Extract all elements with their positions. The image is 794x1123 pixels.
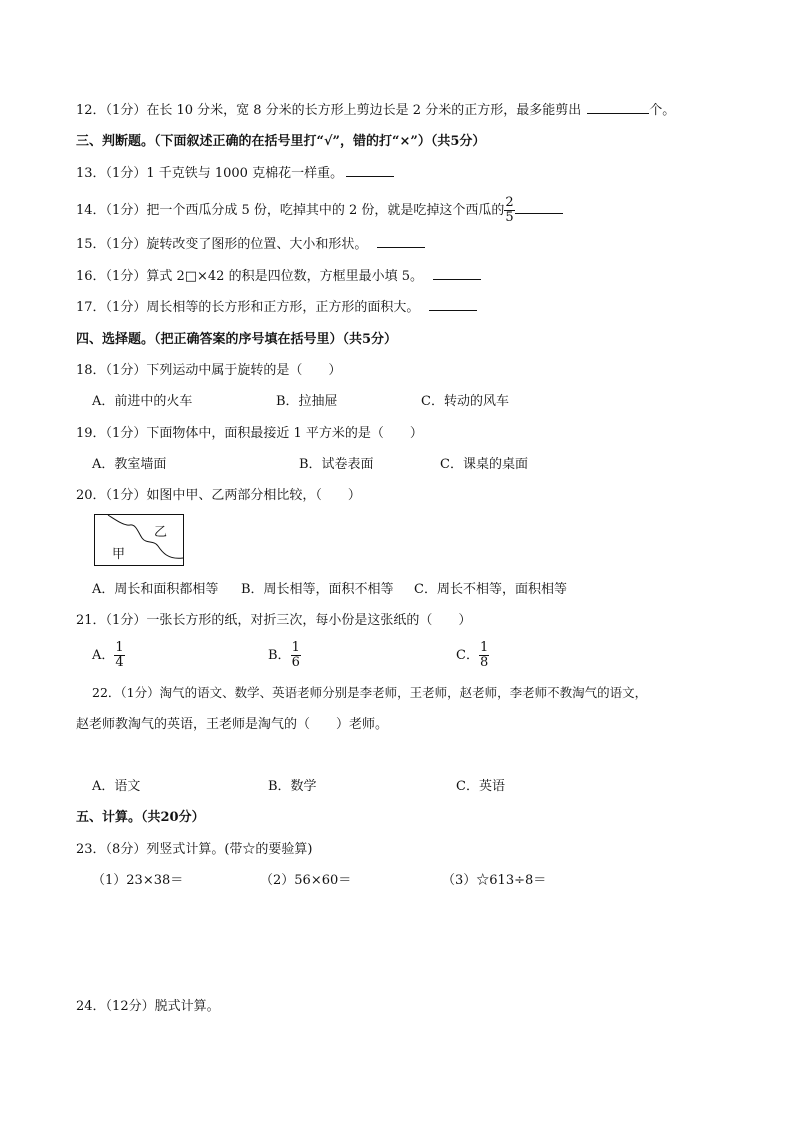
question-number: 21． xyxy=(76,613,106,628)
fraction-numerator: 1 xyxy=(479,640,489,655)
question-score: （12分） xyxy=(105,999,155,1014)
question-score: （1分） xyxy=(105,203,147,218)
question-number: 20． xyxy=(76,488,106,503)
option-a[interactable]: A．周长和面积都相等 xyxy=(92,582,219,597)
question-text: 脱式计算。 xyxy=(154,999,220,1014)
question-text: 下列运动中属于旋转的是（ ） xyxy=(146,363,342,378)
question-score: （1分） xyxy=(105,363,147,378)
option-a[interactable] xyxy=(92,639,125,673)
fraction xyxy=(504,196,514,225)
problem-1: （1）23×38＝ xyxy=(92,873,184,888)
question-text: 旋转改变了图形的位置、大小和形状。 xyxy=(146,237,368,252)
question-23 xyxy=(76,841,312,859)
question-24 xyxy=(76,998,220,1016)
option-label: B． xyxy=(268,648,291,663)
answer-blank[interactable] xyxy=(429,310,477,311)
question-text: 一张长方形的纸，对折三次，每小份是这张纸的（ ） xyxy=(146,613,472,628)
option-c[interactable] xyxy=(456,639,489,673)
answer-blank[interactable] xyxy=(377,247,425,248)
jia-yi-figure xyxy=(94,514,184,566)
option-b[interactable]: B．拉抽屉 xyxy=(276,394,338,409)
question-number: 22． xyxy=(92,685,121,700)
question-number: 23． xyxy=(76,842,106,857)
fraction xyxy=(291,641,301,670)
question-number: 18． xyxy=(76,363,106,378)
option-c[interactable]: C．英语 xyxy=(456,779,505,794)
question-text: 周长相等的长方形和正方形，正方形的面积大。 xyxy=(146,300,420,315)
figure-label-yi: 乙 xyxy=(154,525,168,540)
figure-rectangle xyxy=(95,515,184,566)
fraction-numerator: 2 xyxy=(505,195,514,210)
question-text: 下面物体中，面积最接近 1 平方米的是（ ） xyxy=(146,426,423,441)
question-text-line-1: 淘气的语文、数学、英语老师分别是李老师，王老师，赵老师，李老师不教淘气的语文， xyxy=(159,685,648,700)
option-b[interactable]: B．试卷表面 xyxy=(299,457,374,472)
question-number: 15． xyxy=(76,237,106,252)
question-number: 24． xyxy=(76,999,106,1014)
answer-blank[interactable] xyxy=(515,213,563,214)
fraction xyxy=(479,641,489,670)
fraction-numerator: 1 xyxy=(115,640,124,655)
question-score: （1分） xyxy=(105,488,147,503)
option-a[interactable]: A．教室墙面 xyxy=(92,457,167,472)
question-22-line-2: 赵老师教淘气的英语，王老师是淘气的（ ）老师。 xyxy=(76,717,389,732)
question-score: （1分） xyxy=(105,426,147,441)
question-12 xyxy=(76,102,675,120)
question-score: （1分） xyxy=(105,613,147,628)
answer-blank[interactable] xyxy=(433,279,481,280)
option-c[interactable]: C．课桌的桌面 xyxy=(440,457,528,472)
fraction-numerator: 1 xyxy=(291,640,300,655)
question-number: 16． xyxy=(76,269,106,284)
question-number: 17． xyxy=(76,300,106,315)
option-c[interactable]: C．转动的风车 xyxy=(421,394,509,409)
problem-2: （2）56×60＝ xyxy=(260,873,352,888)
question-score: （1分） xyxy=(105,166,147,181)
option-label: A． xyxy=(92,648,115,663)
question-score: （1分） xyxy=(105,237,147,252)
question-text: 把一个西瓜分成 5 份，吃掉其中的 2 份，就是吃掉这个西瓜的 xyxy=(146,203,505,218)
question-text: 1 千克铁与 1000 克棉花一样重。 xyxy=(146,166,344,181)
question-text: 在长 10 分米，宽 8 分米的长方形上剪边长是 2 分米的正方形，最多能剪出 xyxy=(146,103,582,118)
question-16 xyxy=(76,268,481,286)
question-20 xyxy=(76,487,361,505)
question-15 xyxy=(76,236,425,254)
question-score: （1分） xyxy=(105,269,147,284)
option-b[interactable]: B．数学 xyxy=(268,779,317,794)
question-22 xyxy=(92,684,647,702)
question-text: 列竖式计算。(带☆的要验算) xyxy=(146,842,313,857)
option-b[interactable]: B．周长相等，面积不相等 xyxy=(241,582,394,597)
question-number: 12． xyxy=(76,103,106,118)
question-21 xyxy=(76,612,471,630)
option-a[interactable]: A．前进中的火车 xyxy=(92,394,193,409)
question-score: （1分） xyxy=(105,103,147,118)
question-17 xyxy=(76,299,477,317)
fraction-denominator: 6 xyxy=(291,655,300,670)
question-19 xyxy=(76,425,423,443)
option-c[interactable]: C．周长不相等，面积相等 xyxy=(414,582,567,597)
answer-blank[interactable] xyxy=(346,176,394,177)
question-text: 算式 2□×42 的积是四位数，方框里最小填 5。 xyxy=(146,269,423,284)
question-number: 14． xyxy=(76,203,106,218)
question-14 xyxy=(76,196,563,226)
question-number: 19． xyxy=(76,426,106,441)
figure-label-jia: 甲 xyxy=(112,547,126,562)
question-score: （8分） xyxy=(105,842,147,857)
fraction-denominator: 4 xyxy=(115,655,124,670)
question-number: 13． xyxy=(76,166,106,181)
question-13 xyxy=(76,165,394,183)
option-b[interactable] xyxy=(268,639,301,673)
question-18 xyxy=(76,362,341,380)
option-label: C． xyxy=(456,648,479,663)
question-score: （1分） xyxy=(120,685,160,700)
question-score: （1分） xyxy=(105,300,147,315)
problem-3: （3）☆613÷8＝ xyxy=(442,873,547,888)
question-text: 如图中甲、乙两部分相比较，（ ） xyxy=(146,488,361,503)
answer-unit: 个。 xyxy=(649,103,676,118)
answer-blank[interactable] xyxy=(587,113,649,114)
fraction-denominator: 8 xyxy=(479,655,489,670)
section-4-title: 四、选择题。（把正确答案的序号填在括号里）（共5分） xyxy=(76,332,398,347)
fraction xyxy=(114,641,124,670)
fraction-denominator: 5 xyxy=(505,210,514,225)
section-5-title: 五、计算。（共20分） xyxy=(76,810,205,825)
option-a[interactable]: A．语文 xyxy=(92,779,141,794)
section-3-title: 三、判断题。（下面叙述正确的在括号里打“√”，错的打“×”）（共5分） xyxy=(76,134,486,149)
